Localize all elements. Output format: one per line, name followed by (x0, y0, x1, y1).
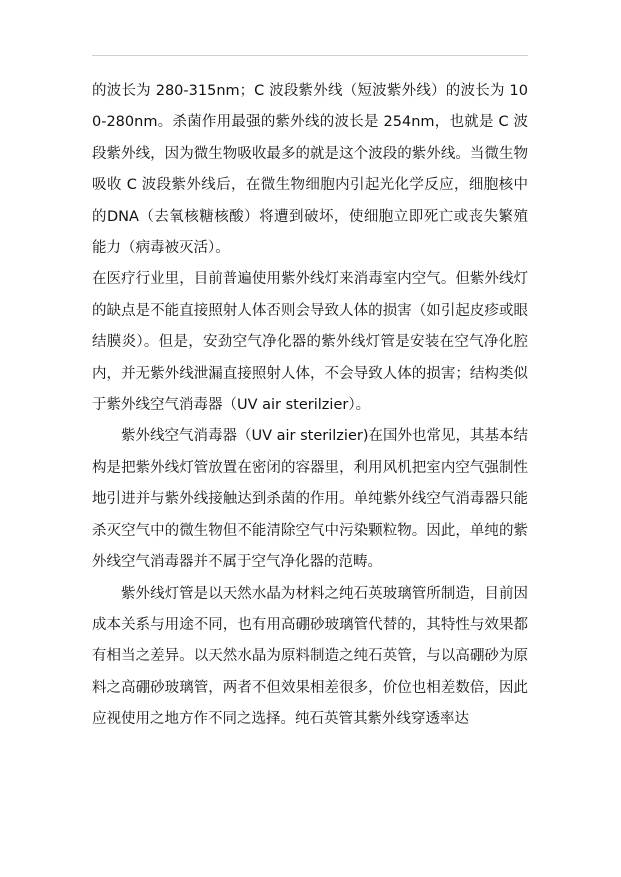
paragraph-uv-lamp-tube: 紫外线灯管是以天然水晶为材料之纯石英玻璃管所制造，目前因成本关系与用途不同，也有用高硼砂玻璃管代替的，其特性与效果都有相当之差异。以天然水晶为原料制造之纯石英管，与以高硼砂为原料之高硼砂玻璃管，两者不但效果相差很多，价位也相差数倍，因此应视使用之地方作不同之选择。纯石英管其紫外线穿透率达 (92, 585, 528, 728)
paragraph-uv-wavelength: 的波长为 280-315nm；C 波段紫外线（短波紫外线）的波长为 100-280nm。杀菌作用最强的紫外线的波长是 254nm，也就是 C 波段紫外线，因为微生物吸收最多的就是这个波段的紫外线。当微生物吸收 C 波段紫外线后，在微生物细胞内引起光化学反应，细胞核中的DNA（去氧核糖核酸）将遭到破坏，使细胞立即死亡或丧失繁殖能力（病毒被灭活）。 (92, 83, 528, 257)
page-header-rule (92, 55, 528, 56)
paragraph-uv-air-sterilizer: 紫外线空气消毒器（UV air sterilzier)在国外也常见，其基本结构是把紫外线灯管放置在密闭的容器里，利用风机把室内空气强制性地引进并与紫外线接触达到杀菌的作用。单纯紫外线空气消毒器只能杀灭空气中的微生物但不能清除空气中污染颗粒物。因此，单纯的紫外线空气消毒器并不属于空气净化器的范畴。 (92, 428, 528, 571)
document-body (92, 76, 528, 736)
paragraph-medical-use: 在医疗行业里，目前普遍使用紫外线灯来消毒室内空气。但紫外线灯的缺点是不能直接照射人体否则会导致人体的损害（如引起皮疹或眼结膜炎）。但是，安劲空气净化器的紫外线灯管是安装在空气净化腔内，并无紫外线泄漏直接照射人体，不会导致人体的损害；结构类似于紫外线空气消毒器（UV air sterilzier）。 (92, 271, 528, 414)
